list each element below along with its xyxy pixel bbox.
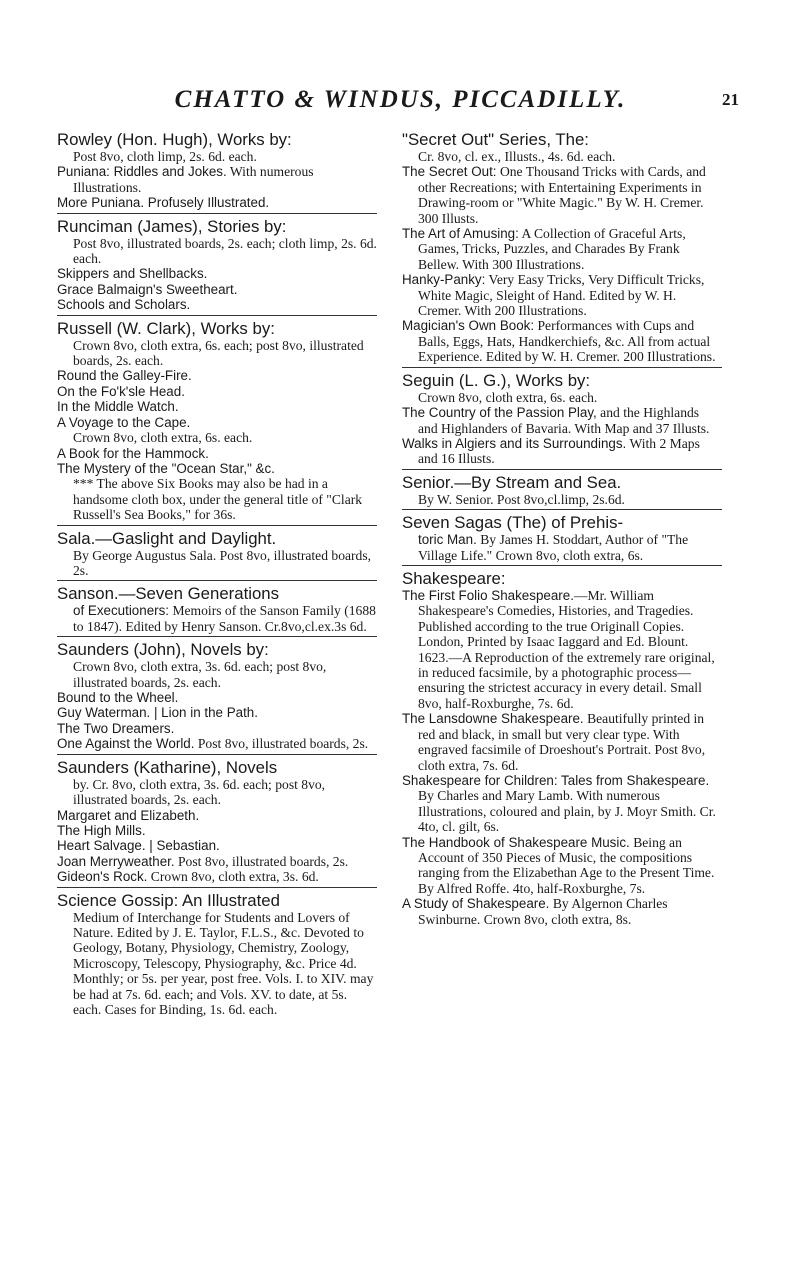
entry-heading: Seguin (L. G.), Works by:: [402, 370, 591, 390]
list-item: [402, 164, 722, 226]
list-item: [402, 272, 722, 318]
item-desc: Being an Account of 350 Pieces of Music, the compositions ranging from the Elizabethan Age to the Present Time. By Alfred Roffe. 4to, half-Roxburghe, 7s.: [418, 834, 715, 896]
item-desc: Performances with Cups and Balls, Eggs, Hats, Handkerchiefs, &c. All from actual Experience. Edited by W. H. Cremer. 200 Illustrations.: [418, 318, 716, 365]
entry-subheading: toric Man.: [418, 532, 477, 548]
item-title: The First Folio Shakespeare.: [402, 588, 574, 604]
entry-saunders-katharine: [57, 758, 377, 888]
list-item: Schools and Scholars.: [57, 297, 191, 313]
entry-heading: Russell (W. Clark), Works by:: [57, 318, 275, 338]
list-item: [402, 588, 722, 711]
entry-heading: "Secret Out" Series, The:: [402, 130, 589, 149]
entry-heading: Runciman (James), Stories by:: [57, 216, 287, 236]
entry-science-gossip: [57, 891, 377, 1020]
list-item: Bound to the Wheel.: [57, 690, 179, 706]
entry-text: Crown 8vo, cloth extra, 6s. each; post 8vo, illustrated boards, 2s. each.: [73, 337, 364, 369]
running-head: CHATTO & WINDUS, PICCADILLY.: [174, 86, 627, 113]
entry-text: By George Augustus Sala. Post 8vo, illustrated boards, 2s.: [73, 547, 372, 578]
list-item: [402, 896, 722, 927]
entry-heading: Seven Sagas (The) of Prehis-: [402, 513, 624, 533]
page-header: [0, 86, 801, 120]
list-item: [57, 164, 377, 195]
entry-subheading: of Executioners:: [73, 603, 170, 619]
item-title: A Study of Shakespeare.: [402, 896, 550, 912]
list-item: The Mystery of the "Ocean Star," &c.: [57, 460, 275, 476]
entry-text: [402, 532, 722, 563]
list-item: [57, 854, 377, 869]
list-item: [402, 436, 722, 467]
list-item: [57, 869, 377, 884]
list-item: The High Mills.: [57, 822, 146, 838]
item-desc: and the Highlands and Highlanders of Bavaria. With Map and 37 Illusts.: [418, 405, 710, 436]
item-title: Magician's Own Book:: [402, 318, 535, 334]
entry-seguin: [402, 371, 722, 470]
list-item: [57, 736, 377, 751]
entry-russell: [57, 319, 377, 526]
entry-desc: Memoirs of the Sanson Family (1688 to 1847). Edited by Henry Sanson. Cr.8vo,cl.ex.3s 6d.: [73, 603, 376, 634]
entry-shakespeare: [402, 569, 722, 929]
item-desc: One Thousand Tricks with Cards, and other Recreations; with Entertaining Experiments in Drawing-room or "White Magic." By W. H. Cremer. 300 Illusts.: [418, 164, 706, 226]
item-desc: —Mr. William Shakespeare's Comedies, Histories, and Tragedies. Published according to the true Originall Copies. London, Printed by Isaac Iaggard and Ed. Blount. 1623.—A Reproduction of the extremely rare original, in reduced facsimile, by a photographic process—ensuring the strictest accuracy in every detail. Small 8vo, half-Roxburghe, 7s. 6d.: [418, 588, 715, 711]
entry-text: Post 8vo, cloth limp, 2s. 6d. each.: [73, 149, 257, 164]
list-item: More Puniana. Profusely Illustrated.: [57, 195, 270, 211]
item-title: Joan Merryweather.: [57, 853, 175, 869]
item-title: Puniana: Riddles and Jokes.: [57, 164, 227, 180]
list-item: A Voyage to the Cape.: [57, 414, 191, 430]
list-item: Margaret and Elizabeth.: [57, 807, 200, 823]
item-desc: Beautifully printed in red and black, in small but very clear type. With engraved facsimile of Droeshout's Portrait. Post 8vo, cloth extra, 7s. 6d.: [418, 711, 706, 773]
item-title: The Country of the Passion Play,: [402, 405, 597, 421]
entry-senior: [402, 473, 722, 510]
left-column: [57, 130, 377, 1019]
item-title: Hanky-Panky:: [402, 272, 486, 288]
item-desc: With 2 Maps and 16 Illusts.: [418, 435, 700, 467]
list-item: In the Middle Watch.: [57, 399, 179, 415]
entry-text: by. Cr. 8vo, cloth extra, 3s. 6d. each; post 8vo, illustrated boards, 2s. each.: [73, 776, 326, 808]
right-column: [402, 130, 722, 929]
entry-text: By W. Senior. Post 8vo,cl.limp, 2s.6d.: [418, 491, 625, 507]
item-desc: By Charles and Mary Lamb. With numerous Illustrations, coloured and plain, by J. Moyr Smith. Cr. 4to, cl. gilt, 6s.: [418, 788, 716, 835]
list-item: [402, 711, 722, 773]
list-item: Grace Balmaign's Sweetheart.: [57, 281, 238, 297]
item-title: Shakespeare for Children: Tales from Shakespeare.: [402, 772, 710, 788]
list-item: Guy Waterman. | Lion in the Path.: [57, 705, 258, 721]
entry-heading: Science Gossip: An Illustrated: [57, 890, 280, 910]
entry-seven-sagas: [402, 513, 722, 566]
item-title: One Against the World.: [57, 736, 195, 752]
entry-heading: Senior.—By Stream and Sea.: [402, 472, 622, 492]
entry-heading: Sanson.—Seven Generations: [57, 584, 280, 604]
page-number: 21: [722, 90, 739, 109]
entry-text: Crown 8vo, cloth extra, 6s. each.: [418, 389, 598, 405]
entry-text: Post 8vo, illustrated boards, 2s. each; cloth limp, 2s. 6d. each.: [73, 235, 377, 267]
item-desc: Post 8vo, illustrated boards, 2s.: [178, 853, 349, 869]
item-title: The Lansdowne Shakespeare.: [402, 711, 584, 727]
list-item: [402, 405, 722, 436]
entry-heading: Sala.—Gaslight and Daylight.: [57, 528, 277, 548]
entry-text: Cr. 8vo, cl. ex., Illusts., 4s. 6d. each.: [418, 149, 616, 164]
item-title: Walks in Algiers and its Surroundings.: [402, 435, 627, 451]
list-item: On the Fo'k'sle Head.: [57, 383, 185, 399]
entry-runciman: [57, 217, 377, 316]
entry-text: Crown 8vo, cloth extra, 6s. each.: [73, 430, 253, 446]
entry-heading: Saunders (Katharine), Novels: [57, 757, 278, 777]
list-item: Round the Galley-Fire.: [57, 368, 192, 384]
list-item: [402, 835, 722, 897]
list-item: A Book for the Hammock.: [57, 445, 209, 461]
item-desc: Post 8vo, illustrated boards, 2s.: [197, 736, 369, 752]
list-item: Heart Salvage. | Sebastian.: [57, 838, 220, 854]
item-desc: A Collection of Graceful Arts, Games, Tricks, Puzzles, and Charades By Frank Bellew. With 300 Illustrations.: [418, 226, 686, 272]
entry-note: *** The above Six Books may also be had in a handsome cloth box, under the general title of "Clark Russell's Sea Books," for 36s.: [73, 476, 363, 523]
item-title: The Secret Out:: [402, 164, 497, 180]
list-item: [402, 226, 722, 272]
entry-rowley: [57, 130, 377, 214]
entry-text: Crown 8vo, cloth extra, 3s. 6d. each; post 8vo, illustrated boards, 2s. each.: [73, 659, 327, 690]
list-item: The Two Dreamers.: [57, 720, 175, 736]
item-title: The Art of Amusing:: [402, 226, 519, 242]
item-desc: Crown 8vo, cloth extra, 3s. 6d.: [150, 869, 319, 885]
item-title: Gideon's Rock.: [57, 869, 148, 885]
entry-sala: [57, 529, 377, 582]
item-desc: With numerous Illustrations.: [73, 164, 314, 195]
entry-text: [57, 603, 377, 634]
entry-sanson: [57, 584, 377, 637]
list-item: [402, 773, 722, 835]
entry-saunders-john: [57, 640, 377, 754]
item-title: The Handbook of Shakespeare Music.: [402, 834, 630, 850]
entry-secret-out: [402, 130, 722, 368]
list-item: [402, 318, 722, 364]
item-desc: By Algernon Charles Swinburne. Crown 8vo, cloth extra, 8s.: [418, 896, 668, 927]
item-desc: Very Easy Tricks, Very Difficult Tricks, White Magic, Sleight of Hand. Edited by W. H. Cremer. With 200 Illustrations.: [418, 272, 705, 319]
entry-heading: Shakespeare:: [402, 569, 506, 589]
list-item: Skippers and Shellbacks.: [57, 266, 208, 282]
entry-desc: By James H. Stoddart, Author of "The Village Life." Crown 8vo, cloth extra, 6s.: [418, 532, 689, 563]
entry-text: Medium of Interchange for Students and Lovers of Nature. Edited by J. E. Taylor, F.L.S., &c. Devoted to Geology, Botany, Physiology, Chemistry, Zoology, Microscopy, Telescopy, Physiography, &c. Price 4d. Monthly; or 5s. per year, post free. Vols. I. to XIV. may be had at 7s. 6d. each; and Vols. XV. to date, at 5s. each. Cases for Binding, 1s. 6d. each.: [73, 909, 374, 1017]
entry-heading: Saunders (John), Novels by:: [57, 640, 269, 660]
entry-heading: Rowley (Hon. Hugh), Works by:: [57, 130, 292, 149]
